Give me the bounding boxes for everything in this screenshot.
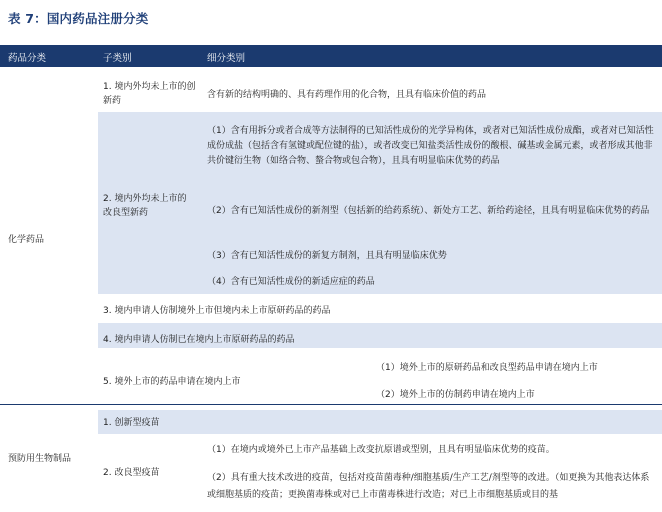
category-preventive-bio: 预防用生物制品	[8, 454, 72, 464]
header-detail-category: 细分类别	[207, 53, 246, 64]
table-title: 表 7：国内药品注册分类	[8, 11, 149, 26]
category-chemical: 化学药品	[8, 235, 45, 245]
chem-sub4-label: 4. 境内申请人仿制已在境内上市原研药品的药品	[103, 335, 295, 345]
table-header	[0, 45, 662, 67]
group-separator	[0, 404, 662, 405]
header-subcategory: 子类别	[103, 53, 132, 64]
bio-sub1-label: 1. 创新型疫苗	[103, 418, 160, 428]
chem-sub3-label: 3. 境内申请人仿制境外上市但境内未上市原研药品的药品	[103, 306, 331, 316]
header-drug-category: 药品分类	[8, 53, 47, 64]
bio-sub2-label: 2. 改良型疫苗	[103, 468, 160, 478]
chem-sub2-detail-3: （3）含有已知活性成份的新复方制剂，且具有明显临床优势	[207, 251, 447, 261]
chem-sub5-detail-1: （1）境外上市的原研药品和改良型药品申请在境内上市	[376, 363, 598, 373]
chem-sub2-label: 2. 境内外均未上市的改良型新药	[103, 194, 187, 218]
chem-sub1-detail: 含有新的结构明确的、具有药理作用的化合物，且具有临床价值的药品	[207, 90, 487, 100]
chem-sub2-detail-2: （2）含有已知活性成份的新剂型（包括新的给药系统）、新处方工艺、新给药途径，且具有明显临床优势的药品	[207, 206, 650, 216]
chem-sub5-detail-2: （2）境外上市的仿制药申请在境内上市	[376, 390, 535, 400]
bio-sub2-detail-1: （1）在境内或境外已上市产品基础上改变抗原谱或型别，且具有明显临床优势的疫苗。	[207, 445, 555, 455]
chem-sub2-detail-4: （4）含有已知活性成份的新适应症的药品	[207, 277, 375, 287]
chem-sub1-label: 1. 境内外均未上市的创新药	[103, 82, 196, 106]
chem-sub5-label: 5. 境外上市的药品申请在境内上市	[103, 377, 241, 387]
bio-sub2-detail-2: （2）具有重大技术改进的疫苗，包括对疫苗菌毒种/细胞基质/生产工艺/剂型等的改进。（如更换为其他表达体系或细胞基质的疫苗；更换菌毒株或对已上市菌毒株进行改造；对已上市细胞基质或目的基	[207, 473, 650, 500]
chem-sub2-detail-1: （1）含有用拆分或者合成等方法制得的已知活性成份的光学异构体，或者对已知活性成份成酯，或者对已知活性成份成盐（包括含有氢键或配位键的盐），或者改变已知盐类活性成份的酸根、碱基或金属元素，或者形成其他非共价键衍生物（如络合物、螯合物或包合物），且具有明显临床优势的药品	[207, 126, 654, 166]
